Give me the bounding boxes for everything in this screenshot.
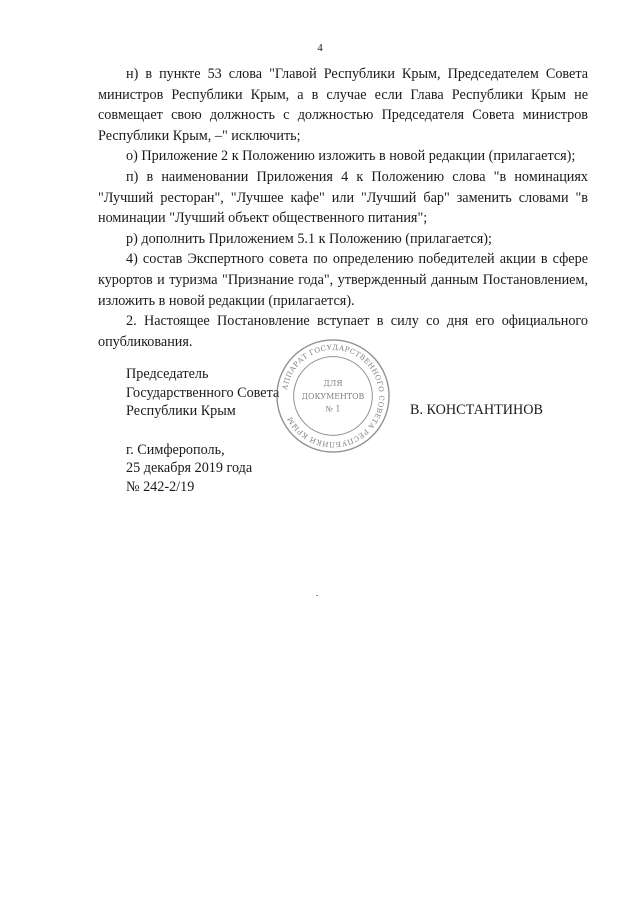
decree-body	[98, 64, 588, 352]
paragraph-n: н) в пункте 53 слова "Главой Республики Крым, Председателем Совета министров Республики Крым, а в случае если Глава Республики Крым не совмещает свою должность с должностью Председателя Совета министров Республики Крым, –" исключить;	[98, 66, 588, 144]
page-number: 4	[317, 42, 323, 54]
city: г. Симферополь,	[126, 441, 225, 458]
signatory-title-line: Республики Крым	[126, 403, 236, 419]
stamp-center-line: ДЛЯ	[323, 379, 343, 389]
paragraph-p: п) в наименовании Приложения 4 к Положению слова "в номинациях "Лучший ресторан", "Лучшее кафе" или "Лучший бар" заменить словами "в номинации "Лучший объект общественного питания";	[98, 168, 588, 227]
paragraph-2: 2. Настоящее Постановление вступает в силу со дня его официального опубликования.	[98, 313, 588, 350]
stamp-ring-text: АППАРАТ ГОСУДАРСТВЕННОГО СОВЕТА РЕСПУБЛИКИ КРЫМ	[280, 342, 387, 450]
stamp-center-line: № 1	[325, 404, 341, 414]
date: 25 декабря 2019 года	[126, 460, 253, 476]
signatory-name: В. КОНСТАНТИНОВ	[410, 402, 543, 418]
signatory-title-line: Председатель	[126, 366, 209, 382]
signatory-title-line: Государственного Совета	[126, 384, 280, 401]
scan-speck	[316, 595, 318, 596]
stamp-center-line: ДОКУМЕНТОВ	[301, 391, 365, 401]
official-stamp-icon	[274, 337, 392, 455]
paragraph-4: 4) состав Экспертного совета по определению победителей акции в сфере курортов и туризма "Признание года", утвержденный данным Постановлением, изложить в новой редакции (прилагается).	[98, 251, 588, 309]
paragraph-o: о) Приложение 2 к Положению изложить в новой редакции (прилагается);	[126, 148, 576, 165]
paragraph-r: р) дополнить Приложением 5.1 к Положению (прилагается);	[126, 230, 492, 247]
document-number: № 242-2/19	[126, 478, 195, 495]
